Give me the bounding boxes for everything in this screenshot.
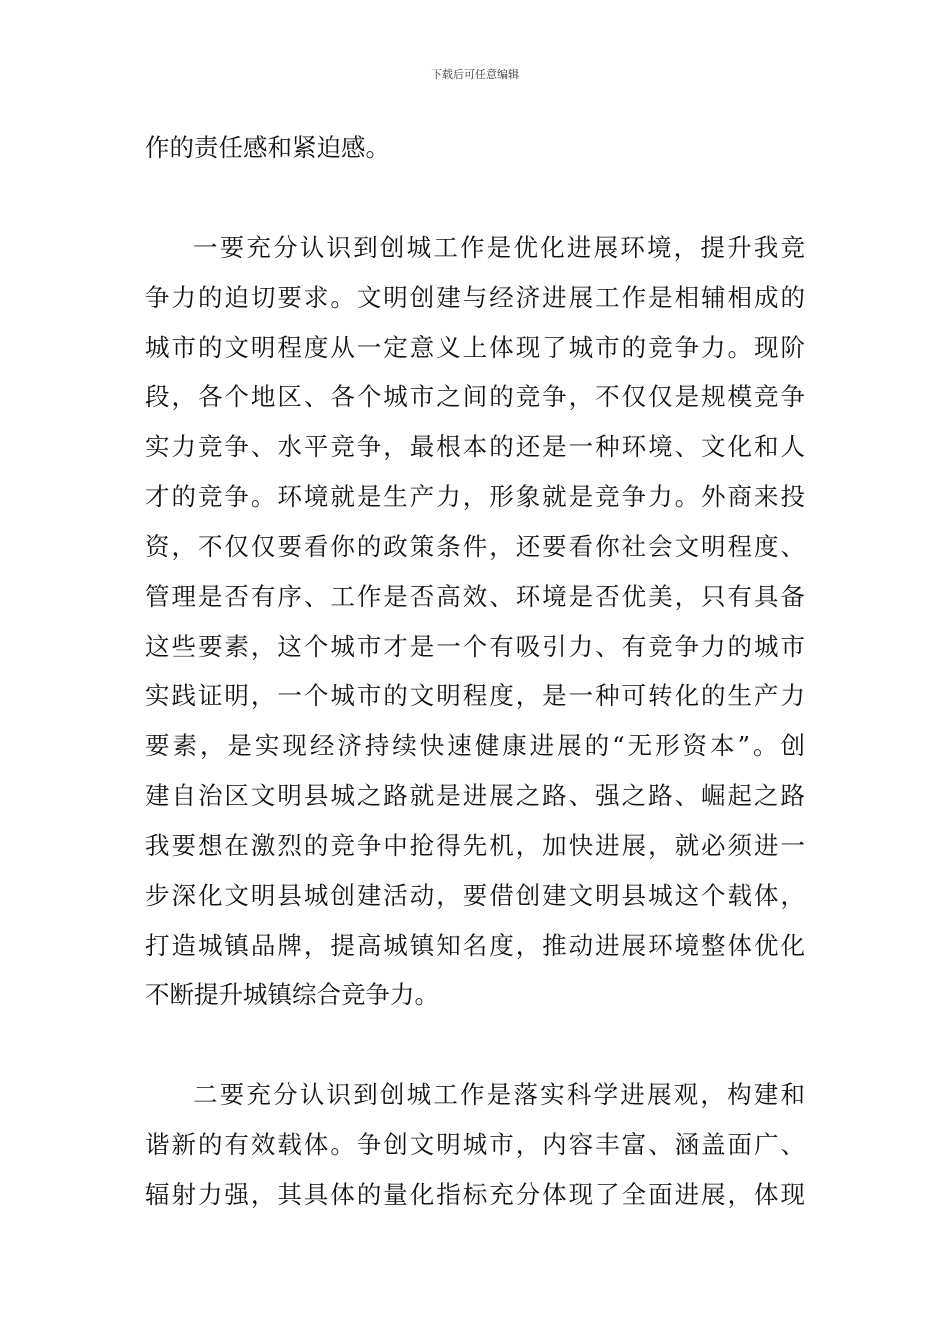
page-header: 下载后可任意编辑 [431, 68, 519, 81]
text-line: 不断提升城镇综合竞争力。 [145, 980, 439, 1009]
text-line: 要素，是实现经济持续快速健康进展的“无形资本”。创 [145, 731, 805, 760]
text-line: 步深化文明县城创建活动，要借创建文明县城这个载体， [145, 881, 805, 910]
text-line: 管理是否有序、工作是否高效、环境是否优美，只有具备 [145, 582, 805, 611]
text-line: 辐射力强，其具体的量化指标充分体现了全面进展，体现 [145, 1180, 805, 1209]
text-line: 城市的文明程度从一定意义上体现了城市的竞争力。现阶 [145, 333, 805, 362]
text-line: 才的竞争。环境就是生产力，形象就是竞争力。外商来投 [145, 482, 805, 511]
paragraph-first-line: 二要充分认识到创城工作是落实科学进展观，构建和 [193, 1080, 805, 1109]
text-line: 建自治区文明县城之路就是进展之路、强之路、崛起之路 [145, 781, 805, 810]
paragraph-first-line: 一要充分认识到创城工作是优化进展环境，提升我竞 [193, 233, 805, 262]
text-line: 争力的迫切要求。文明创建与经济进展工作是相辅相成的 [145, 283, 805, 312]
text-line: 实力竞争、水平竞争，最根本的还是一种环境、文化和人 [145, 432, 805, 461]
text-line: 段，各个地区、各个城市之间的竞争，不仅仅是规模竞争 [145, 382, 805, 411]
text-line: 我要想在激烈的竞争中抢得先机，加快进展，就必须进一 [145, 831, 805, 860]
text-line: 作的责任感和紧迫感。 [145, 133, 390, 162]
text-line: 打造城镇品牌，提高城镇知名度，推动进展环境整体优化 [145, 931, 805, 960]
text-line: 实践证明，一个城市的文明程度，是一种可转化的生产力 [145, 681, 805, 710]
text-line: 资，不仅仅要看你的政策条件，还要看你社会文明程度、 [145, 532, 805, 561]
text-line: 这些要素，这个城市才是一个有吸引力、有竞争力的城市 [145, 632, 805, 661]
text-line: 谐新的有效载体。争创文明城市，内容丰富、涵盖面广、 [145, 1130, 805, 1159]
